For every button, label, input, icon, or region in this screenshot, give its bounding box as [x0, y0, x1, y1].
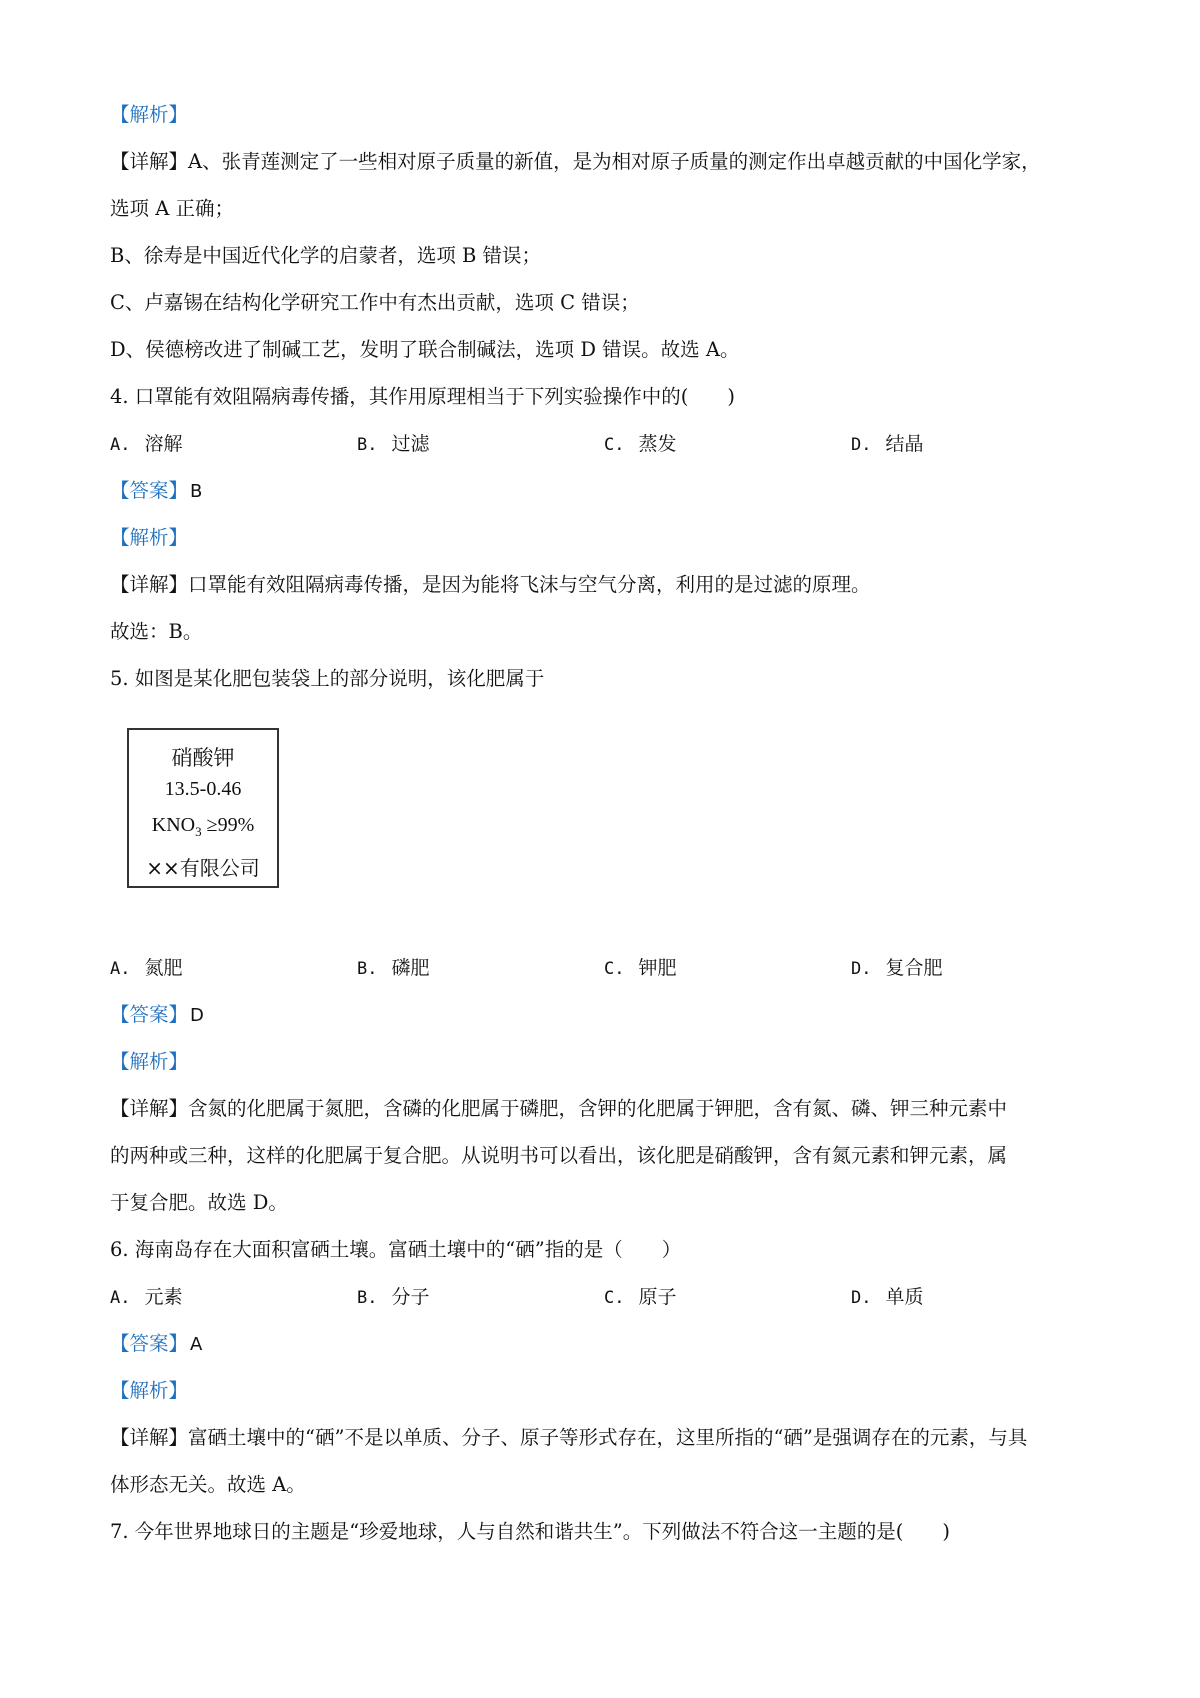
question-4-options — [110, 430, 1110, 458]
detail-line: 的两种或三种，这样的化肥属于复合肥。从说明书可以看出，该化肥是硝酸钾，含有氮元素和钾元素，属 — [110, 1144, 1008, 1167]
analysis-heading: 【解析】 — [110, 526, 189, 549]
detail-line: 【详解】富硒土壤中的“硒”不是以单质、分子、原子等形式存在，这里所指的“硒”是强调存在的元素，与具 — [110, 1426, 1028, 1449]
question-6-stem: 6. 海南岛存在大面积富硒土壤。富硒土壤中的“硒”指的是（ ） — [110, 1238, 682, 1261]
option-d: D. 单质 — [851, 1286, 924, 1308]
fertilizer-label-figure — [127, 728, 279, 888]
label-formula: $KNO_3 \ge 99\%$ — [151, 814, 255, 839]
analysis-heading: 【解析】 — [110, 103, 189, 126]
option-b: B. 磷肥 — [357, 957, 430, 979]
option-b: B. 分子 — [357, 1286, 430, 1308]
question-6-options — [110, 1283, 1110, 1311]
question-4-answer: 【答案】 B — [110, 479, 203, 502]
label-company: ××有限公司 — [146, 856, 260, 880]
analysis-heading: 【解析】 — [110, 1050, 189, 1073]
option-c: C. 原子 — [604, 1286, 677, 1308]
option-d: D. 复合肥 — [851, 957, 943, 979]
label-product-name: 硝酸钾 — [171, 746, 235, 770]
question-6-answer: 【答案】 A — [110, 1332, 203, 1355]
option-c: C. 钾肥 — [604, 957, 677, 979]
label-nutrient-code: 13.5-0.46 — [164, 778, 242, 800]
question-5-answer: 【答案】 D — [110, 1003, 204, 1026]
option-a: A. 氮肥 — [110, 957, 183, 979]
question-5-stem: 5. 如图是某化肥包装袋上的部分说明，该化肥属于 — [110, 667, 545, 690]
option-d: D. 结晶 — [851, 433, 924, 455]
detail-line: 【详解】A、张青莲测定了一些相对原子质量的新值，是为相对原子质量的测定作出卓越贡献的中国化学家， — [110, 150, 1041, 173]
detail-line: 选项 A 正确； — [110, 197, 234, 220]
analysis-heading: 【解析】 — [110, 1379, 189, 1402]
detail-line: D、侯德榜改进了制碱工艺，发明了联合制碱法，选项 D 错误。故选 A。 — [110, 338, 740, 361]
detail-line: 于复合肥。故选 D。 — [110, 1191, 288, 1214]
detail-line: B、徐寿是中国近代化学的启蒙者，选项 B 错误； — [110, 244, 542, 267]
question-4-stem: 4. 口罩能有效阻隔病毒传播，其作用原理相当于下列实验操作中的( ) — [110, 385, 736, 408]
detail-line: 【详解】含氮的化肥属于氮肥，含磷的化肥属于磷肥，含钾的化肥属于钾肥，含有氮、磷、钾三种元素中 — [110, 1097, 1008, 1120]
option-b: B. 过滤 — [357, 433, 430, 455]
option-a: A. 元素 — [110, 1286, 183, 1308]
question-5-options — [110, 954, 1110, 982]
option-a: A. 溶解 — [110, 433, 183, 455]
detail-line: 体形态无关。故选 A。 — [110, 1473, 306, 1496]
detail-line: 【详解】口罩能有效阻隔病毒传播，是因为能将飞沫与空气分离，利用的是过滤的原理。 — [110, 573, 871, 596]
detail-line: C、卢嘉锡在结构化学研究工作中有杰出贡献，选项 C 错误； — [110, 291, 640, 314]
option-c: C. 蒸发 — [604, 433, 677, 455]
question-7-stem: 7. 今年世界地球日的主题是“珍爱地球，人与自然和谐共生”。下列做法不符合这一主题的是( ) — [110, 1520, 950, 1543]
conclusion-line: 故选：B。 — [110, 620, 203, 643]
